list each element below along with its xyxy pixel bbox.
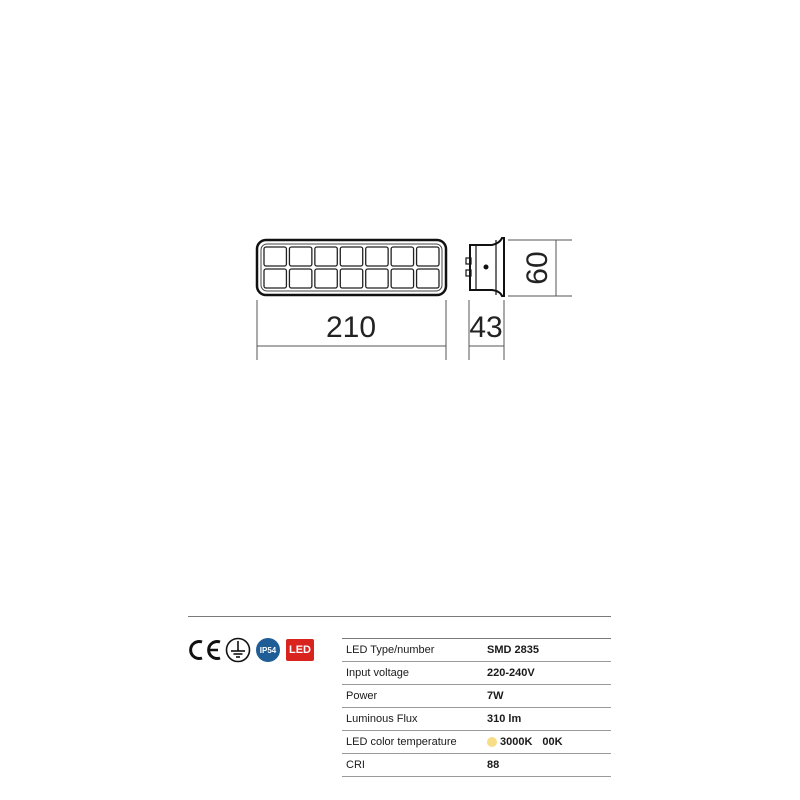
dimension-height: 60 [521, 251, 554, 285]
grid-cell [340, 247, 362, 266]
grid-cell [289, 247, 311, 266]
cct-value-1: 3000K [500, 736, 533, 748]
grid-cell [315, 269, 337, 288]
spec-row-color-temperature [342, 731, 611, 754]
grid-cell [289, 269, 311, 288]
dimension-length: 210 [325, 311, 377, 344]
spec-row-input-voltage [342, 662, 611, 685]
front-view-inner-frame [261, 244, 442, 291]
warm-light-dot-icon [487, 737, 497, 747]
spec-section-divider [188, 616, 611, 617]
cct-value-2: 00K [542, 736, 563, 748]
front-view-outline [257, 240, 446, 295]
grid-cell [366, 247, 388, 266]
spec-value [487, 736, 563, 748]
grid-cell [264, 269, 286, 288]
grid-cell [391, 247, 413, 266]
spec-label: LED Type/number [346, 644, 435, 656]
front-view [257, 240, 446, 295]
grid-cell [264, 247, 286, 266]
dimension-depth: 43 [469, 311, 503, 344]
spec-row-power [342, 685, 611, 708]
side-view-screw [484, 265, 488, 269]
spec-row-led-type [342, 639, 611, 662]
spec-value: 7W [487, 690, 504, 702]
spec-label: LED color temperature [346, 736, 457, 748]
ip54-icon: IP54 [256, 638, 280, 662]
grid-cell [315, 247, 337, 266]
ce-mark-icon [187, 638, 223, 662]
spec-label: Power [346, 690, 378, 702]
grid-cell [417, 247, 439, 266]
side-view [466, 238, 504, 296]
spec-row-luminous-flux [342, 708, 611, 731]
diffuser-grid [264, 247, 439, 288]
spec-table [342, 638, 611, 777]
spec-label: Luminous Flux [346, 713, 418, 725]
spec-value: 310 lm [487, 713, 522, 725]
spec-row-cri [342, 754, 611, 777]
grid-cell [340, 269, 362, 288]
grid-cell [391, 269, 413, 288]
spec-value: 220-240V [487, 667, 535, 679]
grid-cell [366, 269, 388, 288]
spec-label: Input voltage [346, 667, 409, 679]
spec-value: 88 [487, 759, 500, 771]
certification-icons [187, 636, 314, 664]
spec-label: CRI [346, 759, 365, 771]
grid-cell [417, 269, 439, 288]
led-icon: LED [286, 639, 314, 661]
spec-value: SMD 2835 [487, 644, 539, 656]
class-1-earth-icon [225, 637, 251, 663]
